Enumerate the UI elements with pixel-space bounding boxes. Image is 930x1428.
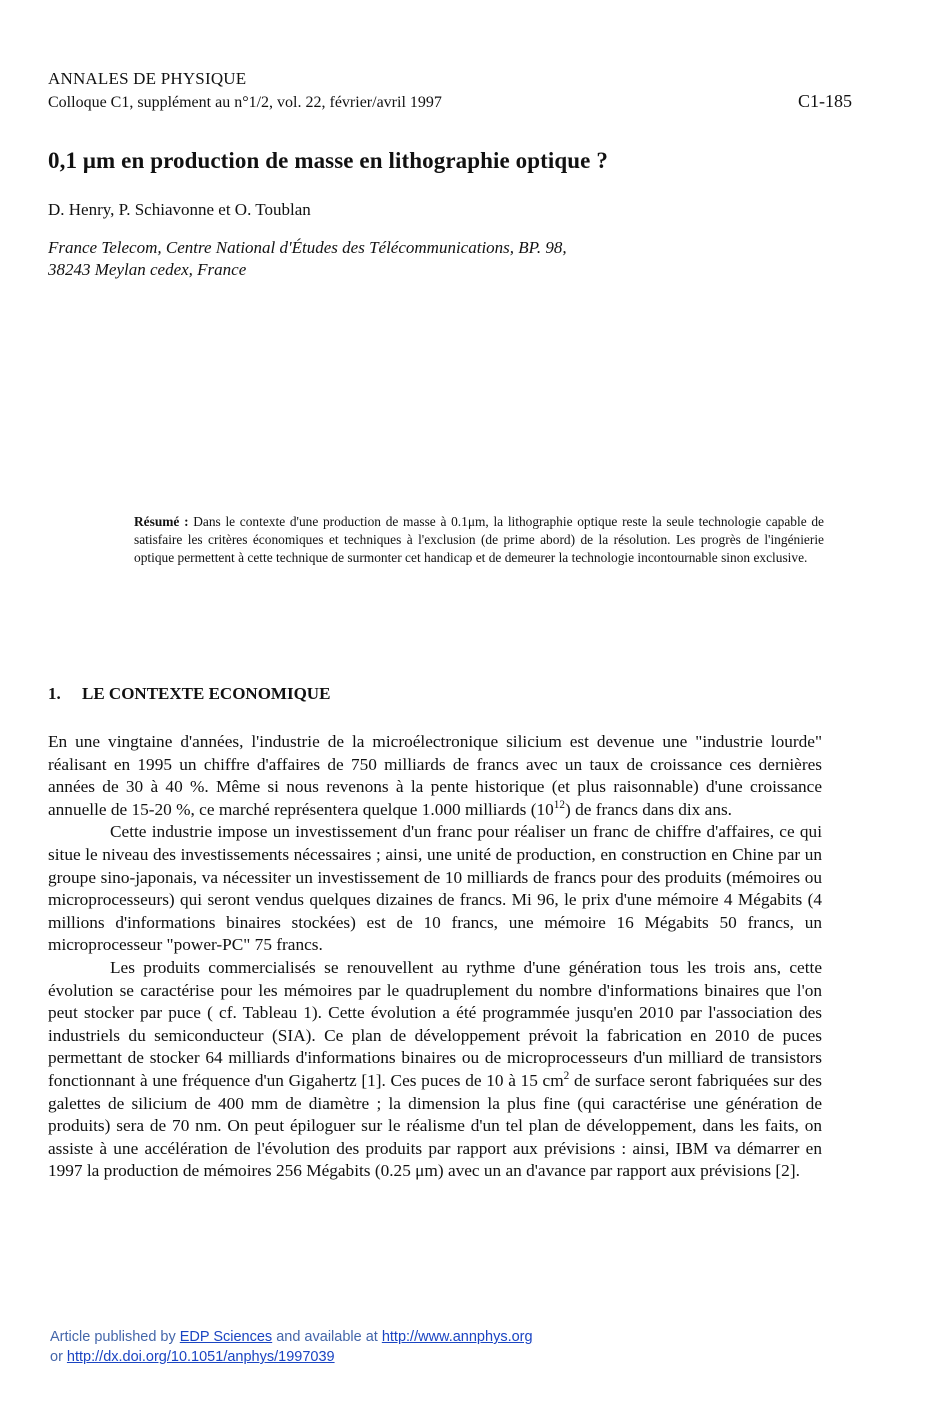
footer-line-1 bbox=[50, 1327, 533, 1347]
affiliation-line-2: 38243 Meylan cedex, France bbox=[48, 260, 247, 279]
footer-or: or bbox=[50, 1349, 67, 1365]
paragraph-1 bbox=[48, 731, 822, 821]
section-body bbox=[48, 731, 822, 1183]
superscript-unit: 2 bbox=[563, 1070, 570, 1083]
superscript-exponent: 12 bbox=[553, 799, 565, 812]
journal-name: ANNALES DE PHYSIQUE bbox=[48, 69, 247, 88]
affiliation bbox=[48, 237, 748, 281]
paragraph-3-text-a: Les produits commercialisés se renouvellent au rythme d'une génération tous les trois ans, cette évolution se caractérise pour les mémoires par le quadruplement du nombre d'informations binaires que l'on peut stocker par puce ( cf. Tableau 1). Cette évolution a été programmée jusqu'en 2010 par l'association des industriels du semiconducteur (SIA). Ce plan de développement prévoit la fabrication en 2010 de puces permettant de stocker 64 milliards d'informations binaires ou de microprocesseurs d'un milliard de transistors fonctionnant à une fréquence d'un Gigahertz [1]. Ces puces de 10 à 15 cm bbox=[48, 957, 822, 1090]
abstract-label: Résumé : bbox=[134, 514, 189, 529]
authors: D. Henry, P. Schiavonne et O. Toublan bbox=[48, 200, 311, 219]
publication-footer bbox=[50, 1327, 533, 1367]
paragraph-1-text-a: En une vingtaine d'années, l'industrie de la microélectronique silicium est devenue une "industrie lourde" réalisant en 1995 un chiffre d'affaires de 750 milliards de francs avec un taux de croissance ces dernières années de 30 à 40 %. Même si nous revenons à la pente historique (et plus raisonnable) d'une croissance annuelle de 15-20 %, ce marché représentera quelque 1.000 milliards (10 bbox=[48, 732, 822, 819]
section-number: 1. bbox=[48, 684, 61, 703]
colloque-info: Colloque C1, supplément au n°1/2, vol. 22, février/avril 1997 bbox=[48, 94, 442, 111]
paragraph-3 bbox=[48, 957, 822, 1183]
affiliation-line-1: France Telecom, Centre National d'Études des Télécommunications, BP. 98, bbox=[48, 238, 567, 257]
footer-prefix: Article published by bbox=[50, 1329, 180, 1345]
abstract bbox=[134, 513, 824, 567]
paragraph-1-text-b: ) de francs dans dix ans. bbox=[565, 799, 732, 819]
section-heading bbox=[48, 684, 330, 704]
paragraph-3-text-b: de surface seront fabriquées sur des galettes de silicium de 400 mm de diamètre ; la dimension la plus fine (qui caractérise une génération de produits) sera de 70 nm. On peut épiloguer sur le réalisme d'un tel plan de développement, dans les faits, on assiste à une accélération de l'évolution des produits par rapport aux prévisions : ainsi, IBM va démarrer en 1997 la production de mémoires 256 Mégabits (0.25 μm) avec un an d'avance par rapport aux prévisions [2]. bbox=[48, 1070, 822, 1181]
doi-link[interactable]: http://dx.doi.org/10.1051/anphys/1997039 bbox=[66, 1349, 335, 1365]
footer-middle: and available at bbox=[272, 1329, 382, 1345]
paper-title: 0,1 μm en production de masse en lithographie optique ? bbox=[48, 148, 608, 173]
section-title: LE CONTEXTE ECONOMIQUE bbox=[82, 684, 331, 703]
footer-line-2 bbox=[50, 1347, 533, 1367]
page-number: C1-185 bbox=[798, 91, 852, 111]
abstract-text: Dans le contexte d'une production de masse à 0.1μm, la lithographie optique reste la seule technologie capable de satisfaire les critères économiques et techniques à l'exclusion (de prime abord) de la résolution. Les progrès de l'ingénierie optique permettent à cette technique de surmonter cet handicap et de demeurer la technologie incontournable sinon exclusive. bbox=[134, 514, 824, 565]
journal-url-link[interactable]: http://www.annphys.org bbox=[381, 1329, 533, 1345]
publisher-link[interactable]: EDP Sciences bbox=[179, 1329, 273, 1345]
paragraph-2: Cette industrie impose un investissement d'un franc pour réaliser un franc de chiffre d'affaires, ce qui situe le niveau des investissements nécessaires ; ainsi, une unité de production, en construction en Chine par un groupe sino-japonais, va nécessiter un investissement de 10 milliards de francs pour des produits (mémoires ou microprocesseurs) qui seront vendus quelques dizaines de francs. Mi 96, le prix d'une mémoire 4 Mégabits (4 millions d'informations binaires stockées) est de 10 francs, une mémoire 16 Mégabits 50 francs, un microprocesseur "power-PC" 75 francs. bbox=[48, 822, 822, 955]
